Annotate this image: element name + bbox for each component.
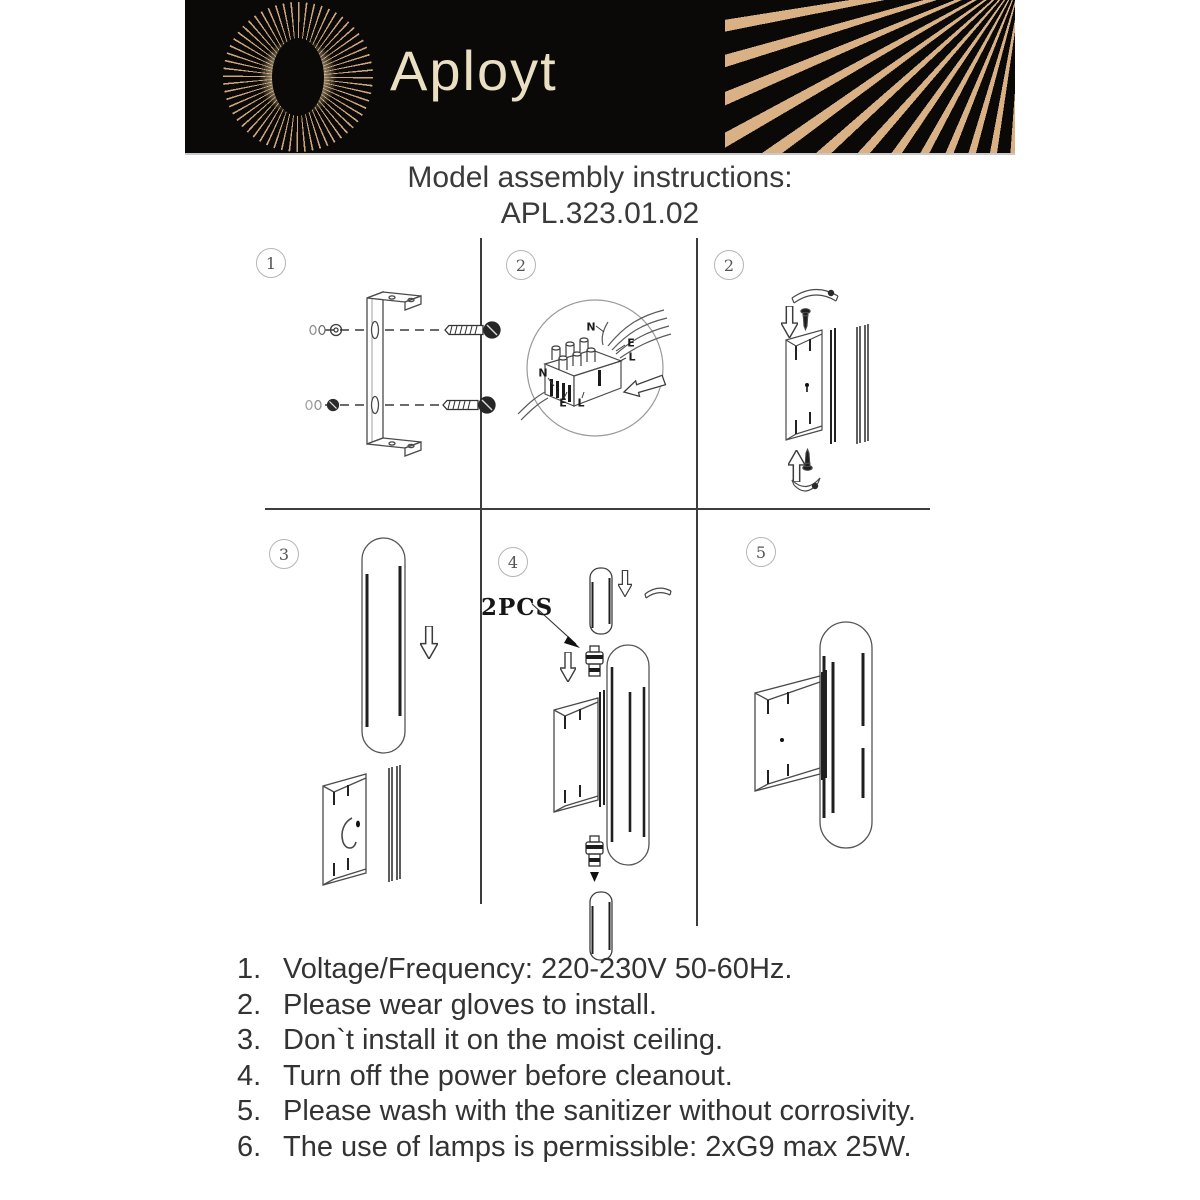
item-number: 2. <box>237 988 262 1021</box>
item-text: Please wash with the sanitizer without corrosivity. <box>283 1095 916 1127</box>
title-line-1: Model assembly instructions: <box>407 161 793 194</box>
item-number: 3. <box>237 1024 262 1056</box>
wire-label-l-right: L <box>628 350 636 364</box>
wire-label-n-top: N <box>586 320 596 334</box>
divider-horizontal <box>265 508 930 510</box>
list-item <box>237 1023 1027 1059</box>
step-badge-2-wiring: 2 <box>506 250 536 280</box>
instruction-list <box>237 952 1027 1165</box>
brand-wordmark: Aployt <box>390 39 558 102</box>
sunburst-center <box>272 38 324 116</box>
item-text: The use of lamps is permissible: 2xG9 max 25W. <box>283 1130 912 1163</box>
item-text: Please wear gloves to install. <box>283 988 657 1021</box>
step1-bracket-diagram <box>295 280 530 465</box>
divider-vertical-2 <box>696 238 698 926</box>
item-text: Don`t install it on the moist ceiling. <box>283 1024 724 1056</box>
step-badge-1: 1 <box>256 248 286 278</box>
page-title <box>0 160 1200 232</box>
wire-label-e-right: E <box>627 336 635 350</box>
item-number: 1. <box>237 953 262 985</box>
list-item <box>237 1130 1027 1166</box>
wire-label-e-bottom: E <box>559 396 567 410</box>
step4-qty-label: 2PCS <box>481 594 554 621</box>
decorative-rays-icon <box>725 0 1015 153</box>
step-badge-4: 4 <box>498 547 528 577</box>
item-text: Turn off the power before cleanout. <box>283 1059 733 1092</box>
item-number: 5. <box>237 1095 262 1127</box>
step-badge-2-mount: 2 <box>714 250 744 280</box>
title-line-2: APL.323.01.02 <box>500 197 700 230</box>
item-number: 6. <box>237 1130 262 1163</box>
item-number: 4. <box>237 1059 262 1092</box>
list-item <box>237 1059 1027 1095</box>
step-badge-5: 5 <box>746 537 776 567</box>
item-text: Voltage/Frequency: 220-230V 50-60Hz. <box>283 953 793 985</box>
step-badge-3: 3 <box>269 539 299 569</box>
step2-mount-diagram <box>752 272 887 502</box>
list-item <box>237 952 1027 988</box>
list-item <box>237 988 1027 1024</box>
step5-assembled-diagram <box>748 598 928 888</box>
wire-label-l-bottom: L <box>577 396 585 410</box>
step3-ring-diagram <box>308 528 468 898</box>
list-item <box>237 1094 1027 1130</box>
brand-banner <box>185 0 1015 155</box>
wire-label-n-left: N <box>538 366 548 380</box>
